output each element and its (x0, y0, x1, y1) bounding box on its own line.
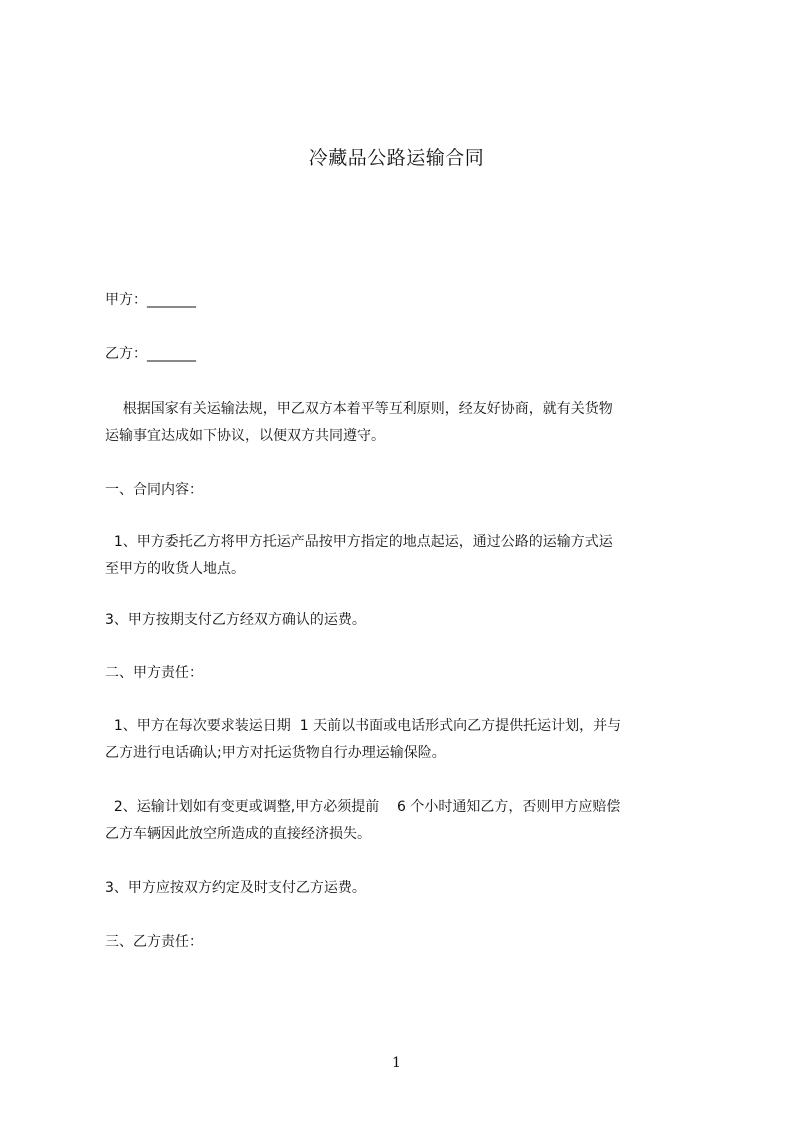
section-2-item-1-line-2: 乙方进行电话确认;甲方对托运货物自行办理运输保险。 (105, 745, 446, 761)
section-1-item-1-line-1: 1、甲方委托乙方将甲方托运产品按甲方指定的地点起运，通过公路的运输方式运 (105, 534, 613, 550)
section-1-item-3: 3、甲方按期支付乙方经双方确认的运费。 (105, 612, 366, 628)
section-2-item-2-line-1: 2、运输计划如有变更或调整,甲方必须提前 6 个小时通知乙方，否则甲方应赔偿 (105, 799, 621, 815)
party-b-line: 乙方：_______ (105, 346, 196, 362)
section-1-item-1-line-2: 至甲方的收货人地点。 (105, 561, 245, 577)
page-number: 1 (392, 1055, 401, 1071)
section-2-item-2-line-2: 乙方车辆因此放空所造成的直接经济损失。 (105, 826, 371, 842)
section-3-heading: 三、乙方责任： (105, 934, 203, 950)
section-2-item-3: 3、甲方应按双方约定及时支付乙方运费。 (105, 880, 366, 896)
party-a-line: 甲方：_______ (105, 292, 196, 308)
section-1-heading: 一、合同内容： (105, 482, 203, 498)
document-title: 冷藏品公路运输合同 (308, 147, 485, 169)
intro-paragraph-line-1: 根据国家有关运输法规，甲乙双方本着平等互利原则，经友好协商，就有关货物 (105, 401, 613, 417)
section-2-heading: 二、甲方责任： (105, 665, 203, 681)
section-2-item-1-line-1: 1、甲方在每次要求装运日期 1 天前以书面或电话形式向乙方提供托运计划，并与 (105, 718, 622, 734)
intro-paragraph-line-2: 运输事宜达成如下协议，以便双方共同遵守。 (105, 428, 385, 444)
